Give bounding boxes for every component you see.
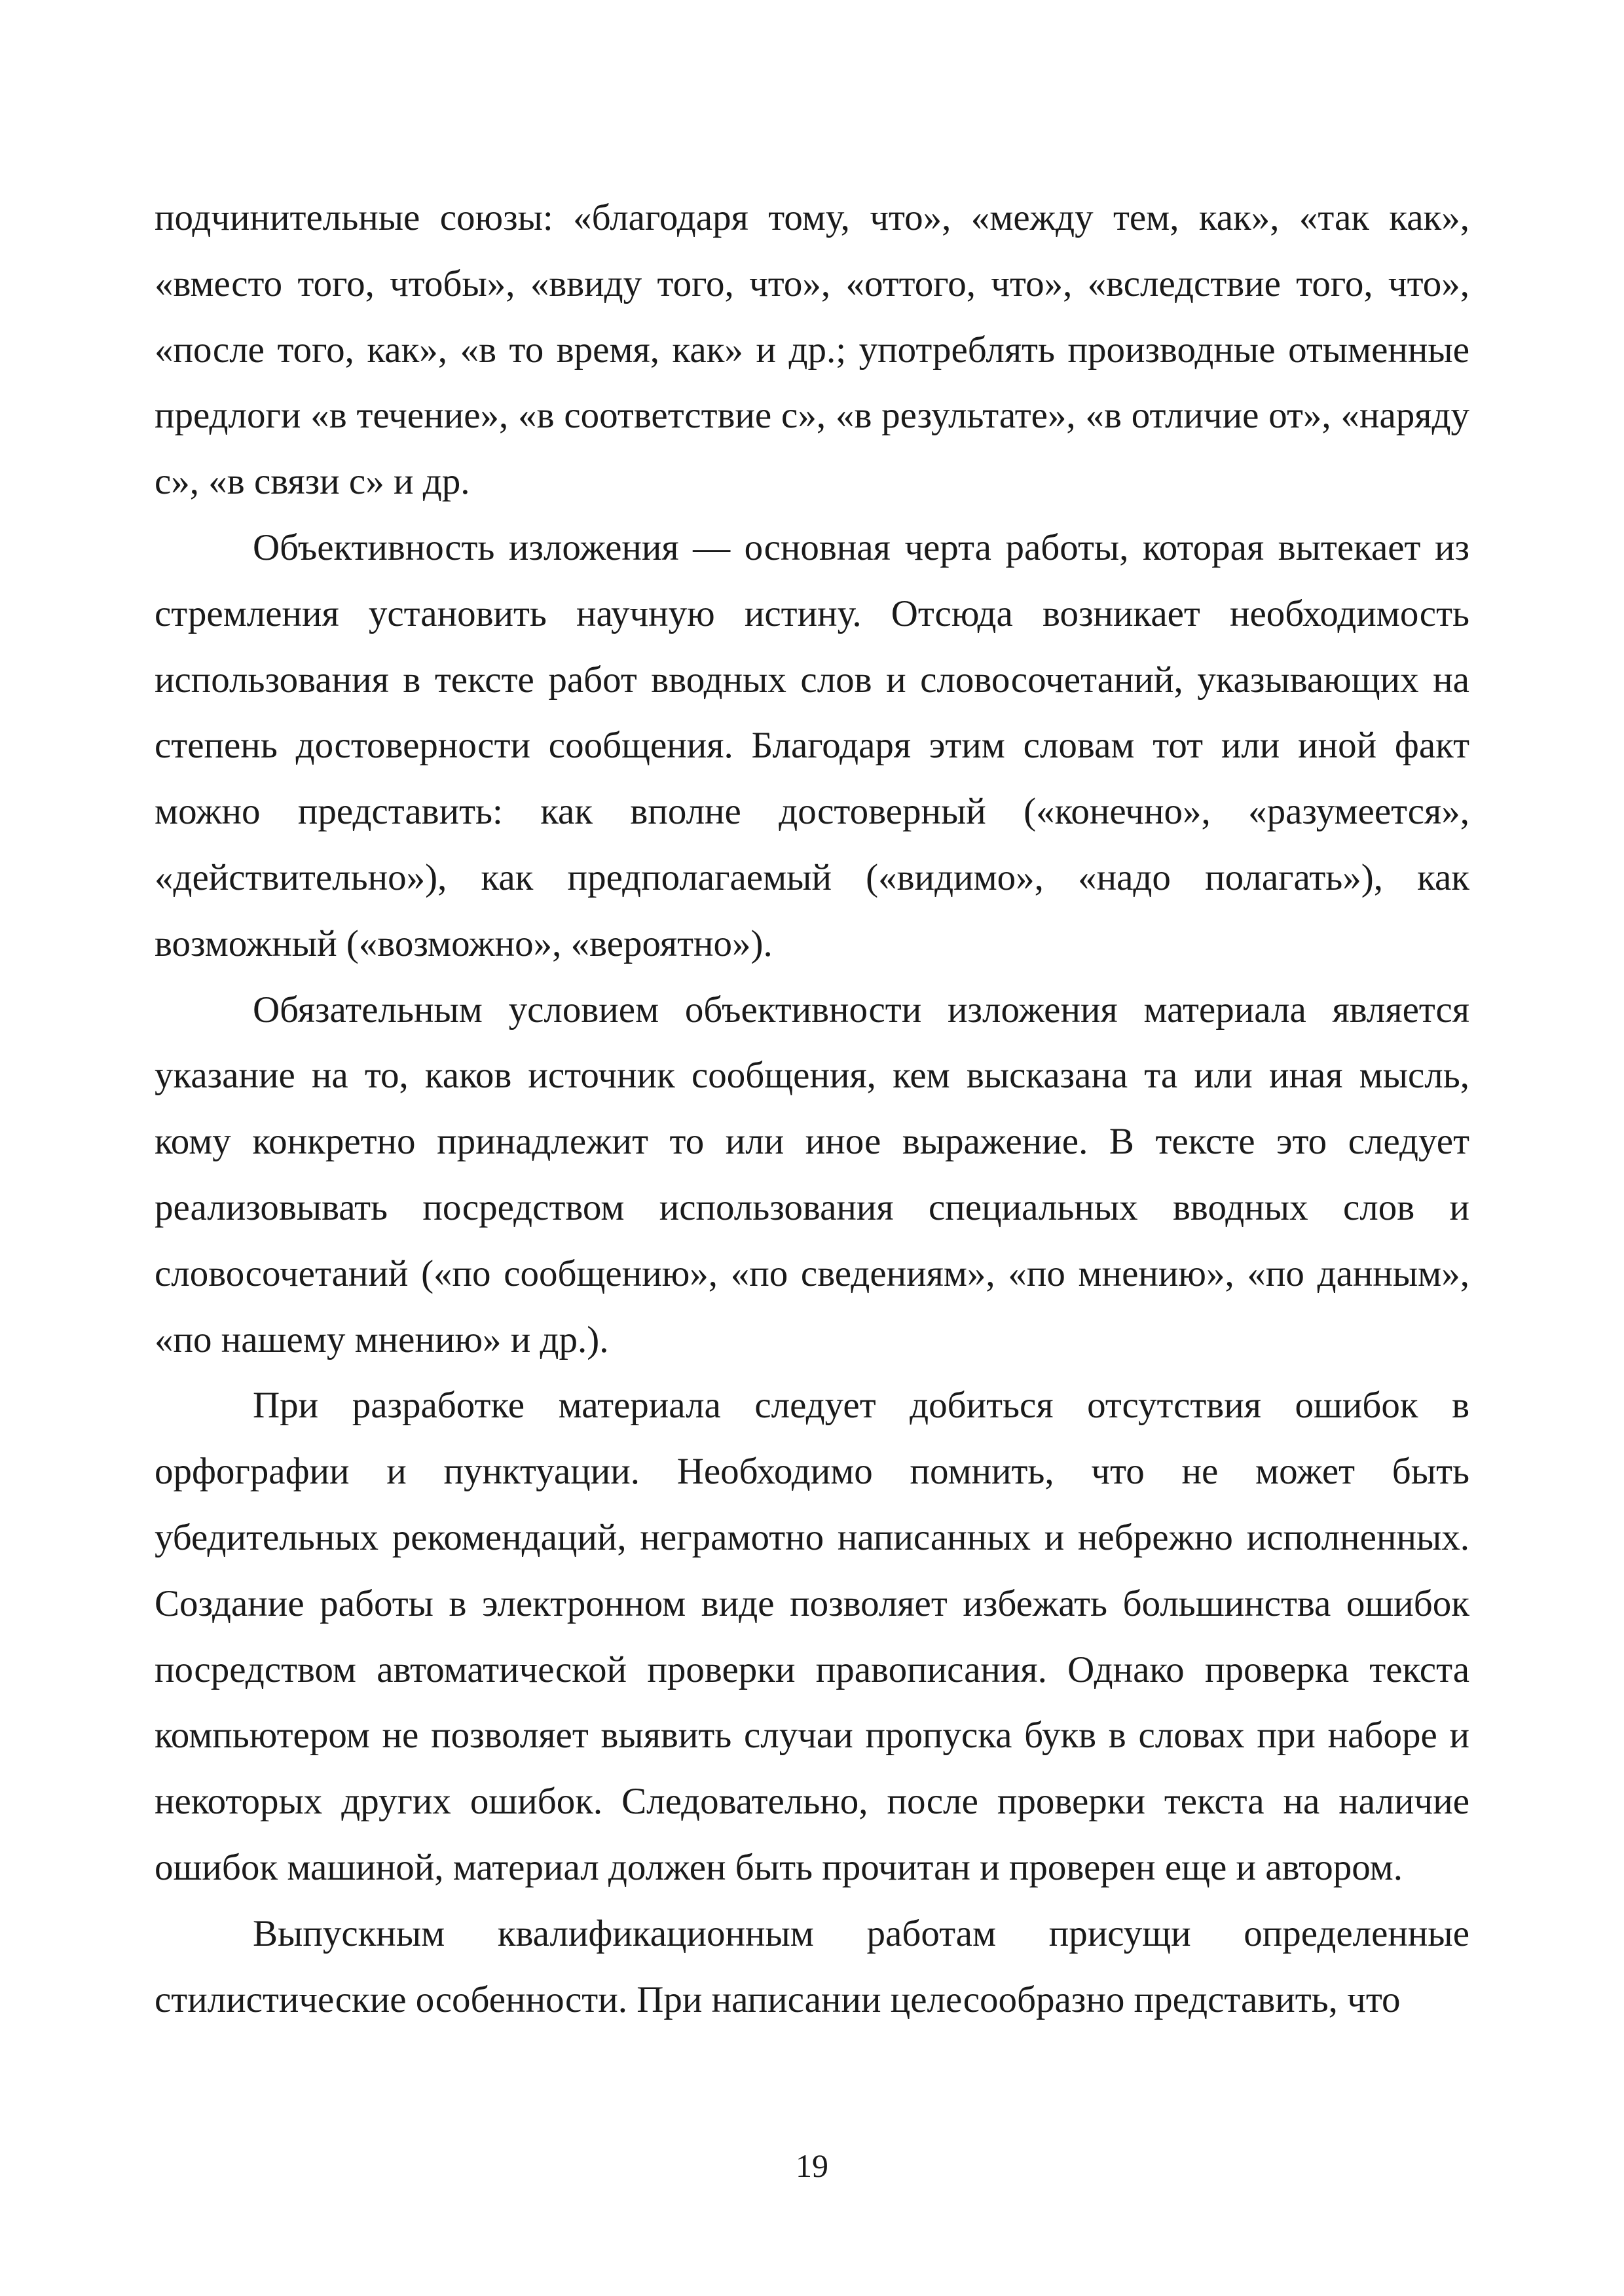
paragraph-source-attribution: Обязательным условием объективности изложения материала является указание на то, каков источник сообщения, кем высказана та или иная мысль, кому конкретно принадлежит то или иное выражение. В тексте это следует реализовывать посредством использования специальных вводных слов и словосочетаний («по сообщению», «по сведениям», «по мнению», «по данным», «по нашему мнению» и др.). (155, 989, 1469, 1360)
body-text (155, 185, 1469, 2033)
page-number: 19 (796, 2147, 828, 2184)
paragraph-objectivity: Объективность изложения — основная черта работы, которая вытекает из стремления установить научную истину. Отсюда возникает необходимость использования в тексте работ вводных слов и словосочетаний, указывающих на степень достоверности сообщения. Благодаря этим словам тот или иной факт можно представить: как вполне достоверный («конечно», «разумеется», «действительно»), как предполагаемый («видимо», «надо полагать»), как возможный («возможно», «вероятно»). (155, 526, 1469, 964)
paragraph-continuation: подчинительные союзы: «благодаря тому, что», «между тем, как», «так как», «вместо того, чтобы», «ввиду того, что», «оттого, что», «вследствие того, что», «после того, как», «в то время, как» и др.; употреблять производные отыменные предлоги «в течение», «в соответствие с», «в результате», «в отличие от», «наряду с», «в связи с» и др. (155, 197, 1469, 503)
paragraph-stylistics: Выпускным квалификационным работам присущи определенные стилистические особенности. При написании целесообразно представить, что (155, 1912, 1469, 2020)
paragraph-spelling: При разработке материала следует добиться отсутствия ошибок в орфографии и пунктуации. Необходимо помнить, что не может быть убедительных рекомендаций, неграмотно написанных и небрежно исполненных. Создание работы в электронном виде позволяет избежать большинства ошибок посредством автоматической проверки правописания. Однако проверка текста компьютером не позволяет выявить случаи пропуска букв в словах при наборе и некоторых других ошибок. Следовательно, после проверки текста на наличие ошибок машиной, материал должен быть прочитан и проверен еще и автором. (155, 1385, 1469, 1888)
